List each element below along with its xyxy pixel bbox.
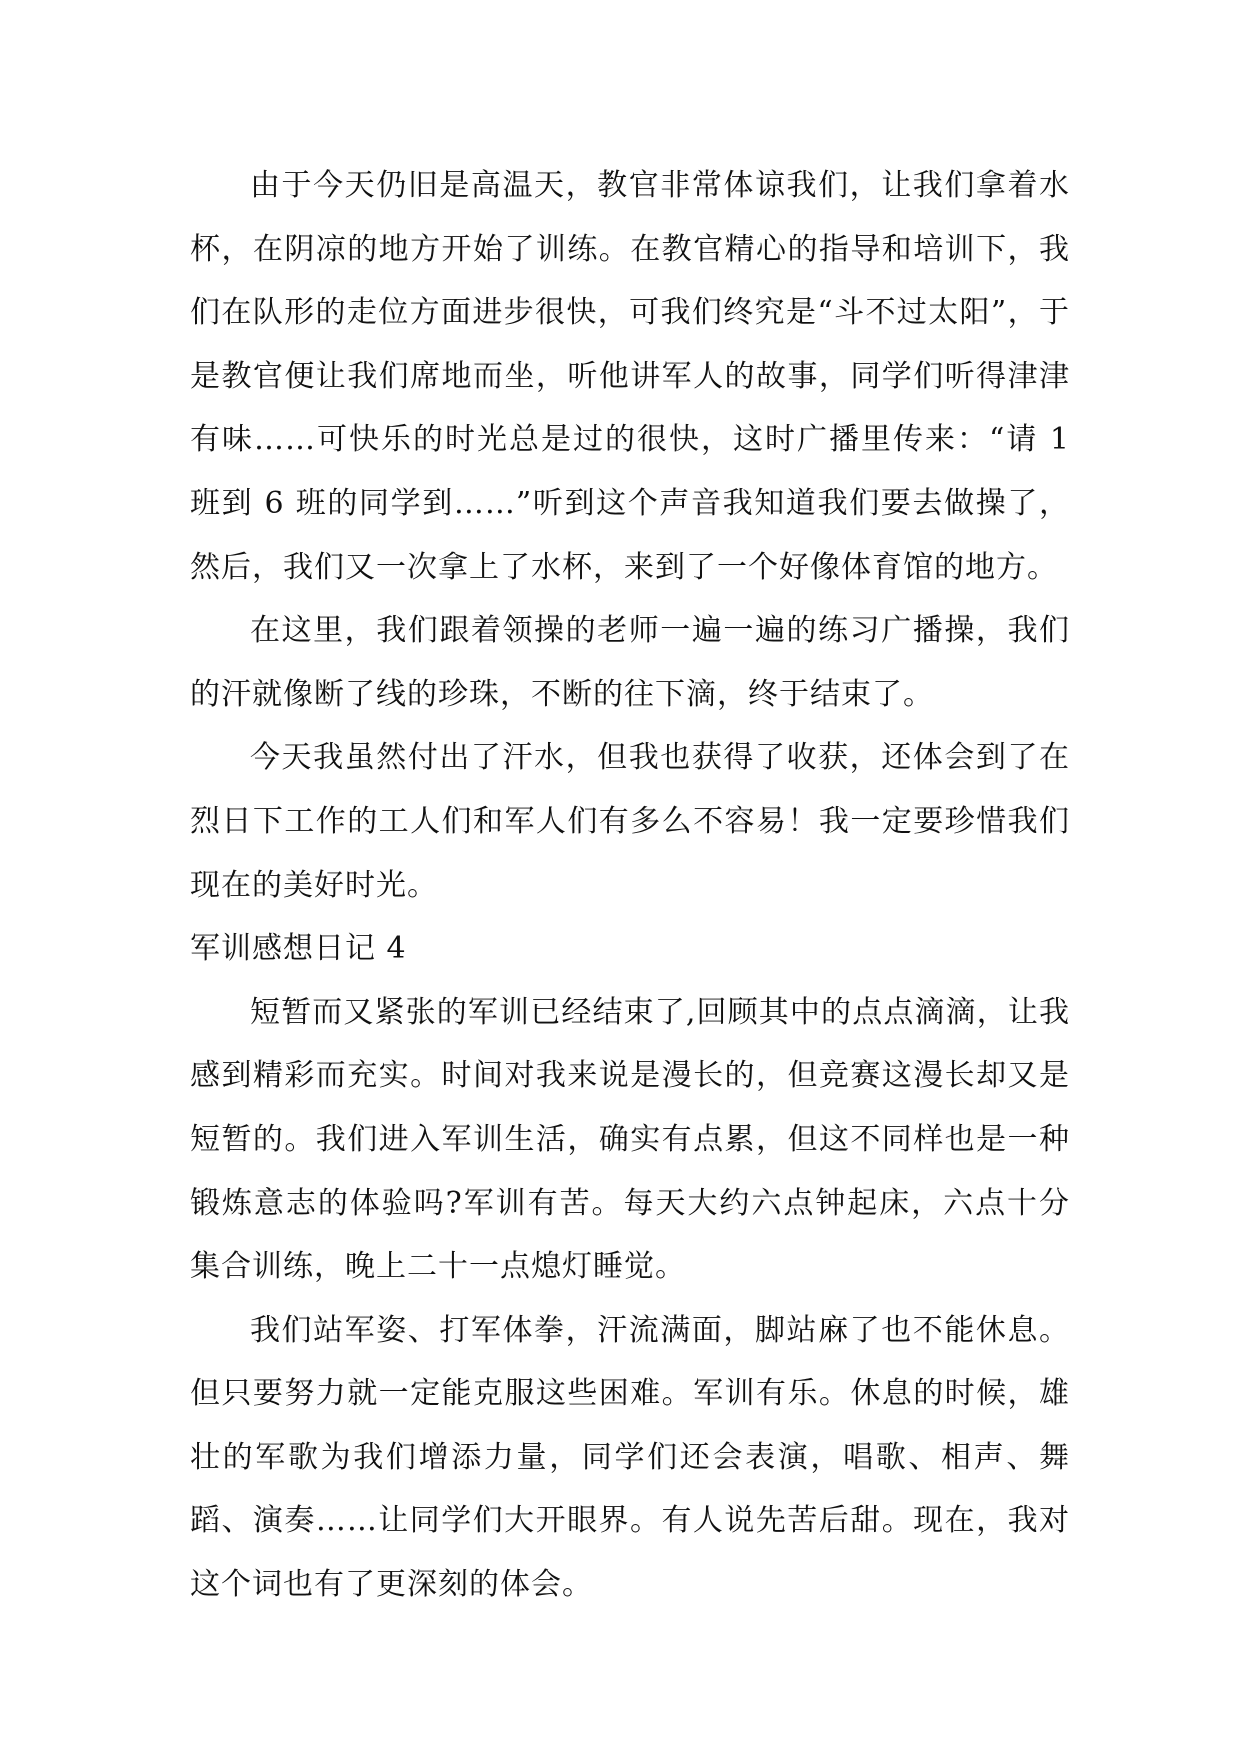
section-heading: 军训感想日记 4 bbox=[190, 931, 407, 967]
paragraph-broadcast-exercise: 在这里，我们跟着领操的老师一遍一遍的练习广播操，我们的汗就像断了线的珍珠，不断的往下滴，终于结束了。 bbox=[190, 613, 1070, 712]
paragraph-training-summary: 短暂而又紧张的军训已经结束了,回顾其中的点点滴滴，让我感到精彩而充实。时间对我来说是漫长的，但竞赛这漫长却又是短暂的。我们进入军训生活，确实有点累，但这不同样也是一种锻炼意志的体验吗?军训有苦。每天大约六点钟起床，六点十分集合训练，晚上二十一点熄灯睡觉。 bbox=[190, 994, 1070, 1285]
paragraph-training-joy: 我们站军姿、打军体拳，汗流满面，脚站麻了也不能休息。但只要努力就一定能克服这些困难。军训有乐。休息的时候，雄壮的军歌为我们增添力量，同学们还会表演，唱歌、相声、舞蹈、演奏……让同学们大开眼界。有人说先苦后甜。现在，我对这个词也有了更深刻的体会。 bbox=[190, 1312, 1070, 1603]
paragraph-training-shade: 由于今天仍旧是高温天，教官非常体谅我们，让我们拿着水杯，在阴凉的地方开始了训练。在教官精心的指导和培训下，我们在队形的走位方面进步很快，可我们终究是“斗不过太阳”，于是教官便让我们席地而坐，听他讲军人的故事，同学们听得津津有味……可快乐的时光总是过的很快，这时广播里传来：“请 1 班到 6 班的同学到……”听到这个声音我知道我们要去做操了，然后，我们又一次拿上了水杯，来到了一个好像体育馆的地方。 bbox=[190, 168, 1070, 585]
document-body bbox=[190, 154, 1070, 1617]
paragraph-reflection: 今天我虽然付出了汗水，但我也获得了收获，还体会到了在烈日下工作的工人们和军人们有多么不容易！我一定要珍惜我们现在的美好时光。 bbox=[190, 740, 1070, 903]
